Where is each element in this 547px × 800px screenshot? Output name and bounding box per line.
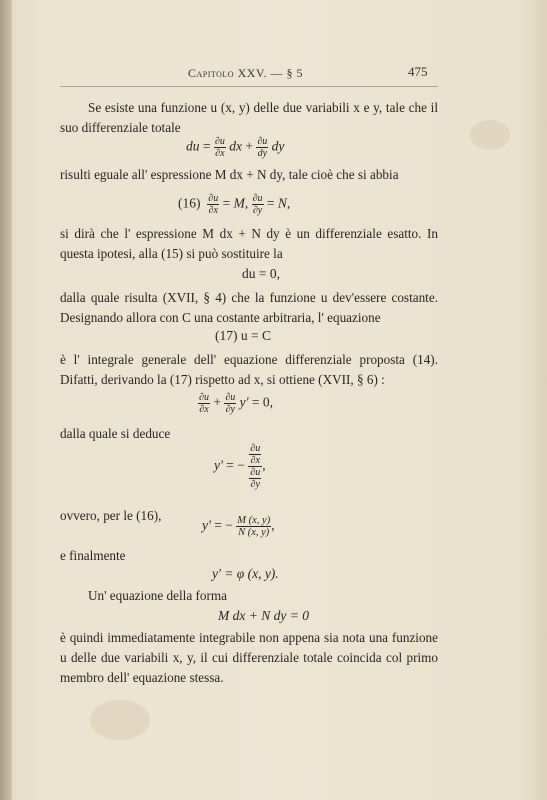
- paragraph-3: si dirà che l' espressione M dx + N dy è un differenziale esatto. In questa ipotesi, alla (15) si può sostituire la: [60, 226, 438, 261]
- paragraph-6: dalla quale si deduce: [60, 426, 171, 441]
- paragraph-2: risulti eguale all' espressione M dx + N dy, tale cioè che si abbia: [60, 167, 399, 182]
- equation-total-differential: du = $\frac{\partial u}{\partial x}$ dx + $\frac{\partial u}{dy}$ dy: [186, 136, 285, 159]
- paragraph-8: e finalmente: [60, 548, 126, 563]
- equation-derivative: $\frac{\partial u}{\partial x}$ + $\frac{\partial u}{\partial y}$ y' = 0,: [199, 392, 274, 415]
- paragraph-4: dalla quale risulta (XVII, § 4) che la funzione u dev'essere costante. Designando allora con C una costante arbitraria, l' equazione: [60, 290, 438, 325]
- chapter-title: Capitolo XXV. — § 5: [188, 66, 304, 80]
- equation-yprime-MN: y' = − $\frac{M (x, y)}{N (x, y)}$ ,: [202, 515, 275, 538]
- paragraph-10: è quindi immediatamente integrabile non appena sia nota una funzione u delle due variabili x, y, il cui differenziale totale coincida col primo membro dell' equazione stessa.: [60, 630, 438, 685]
- equation-yprime-ratio: y' = − $\frac{\frac{\partial u}{\partial x}}{\frac{\partial u}{\partial y}}$ ,: [214, 443, 266, 490]
- page-spine-shadow: [0, 0, 12, 800]
- equation-du-zero: du = 0,: [242, 266, 280, 281]
- paragraph-1: Se esiste una funzione u (x, y) delle due variabili x e y, tale che il suo differenziale totale: [60, 100, 438, 135]
- paragraph-9: Un' equazione della forma: [88, 588, 227, 603]
- paper-stain: [90, 700, 150, 740]
- equation-17: (17) u = C: [215, 328, 271, 343]
- page-number: 475: [408, 64, 428, 79]
- running-header: [0, 64, 547, 84]
- paper-stain: [470, 120, 510, 150]
- equation-Mdx-Ndy: M dx + N dy = 0: [218, 608, 309, 623]
- equation-yprime-phi: y' = φ (x, y).: [212, 566, 279, 581]
- equation-16: (16) $\frac{\partial u}{\partial x}$ = M, $\frac{\partial u}{\partial y}$ = N,: [178, 193, 291, 216]
- paragraph-7: ovvero, per le (16),: [60, 508, 162, 523]
- paragraph-5: è l' integrale generale dell' equazione differenziale proposta (14). Difatti, derivando la (17) rispetto ad x, si ottiene (XVII, § 6) :: [60, 352, 438, 387]
- header-rule: [60, 86, 438, 87]
